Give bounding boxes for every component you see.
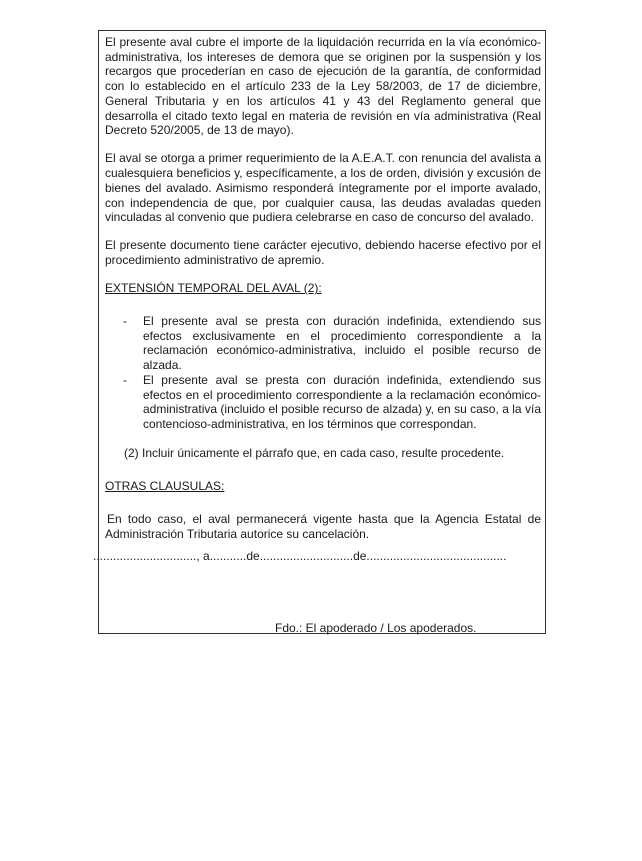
temporal-options-list bbox=[105, 314, 541, 432]
heading-temporal-extension: EXTENSIÓN TEMPORAL DEL AVAL (2): bbox=[105, 281, 322, 296]
list-item-text: El presente aval se presta con duración indefinida, extendiendo sus efectos en el procedimiento correspondiente a la reclamación económico-administrativa (incluido el posible recurso de alzada) y, en su caso, a la vía contencioso-administrativa, en los términos que correspondan. bbox=[143, 372, 541, 431]
place-date-line: ..............................., a...........de............................de.......................................... bbox=[93, 549, 507, 563]
bullet-dash: - bbox=[123, 314, 127, 329]
paragraph-validity: En todo caso, el aval permanecerá vigente hasta que la Agencia Estatal de Administración Tributaria autorice su cancelación. bbox=[105, 512, 541, 541]
list-item-text: El presente aval se presta con duración indefinida, extendiendo sus efectos exclusivamente en el procedimiento correspondiente a la reclamación económico-administrativa, incluido el posible recurso de alzada. bbox=[143, 314, 541, 373]
paragraph-first-demand: El aval se otorga a primer requerimiento de la A.E.A.T. con renuncia del avalista a cualesquiera beneficios y, específicamente, a los de orden, división y excusión de bienes del avalado. Asimismo responderá íntegramente por el importe avalado, con independencia de que, por cualquier causa, las deudas avaladas queden vinculadas al convenio que pudiera celebrarse en caso de concurso del avalado. bbox=[105, 151, 541, 225]
bullet-dash: - bbox=[123, 372, 127, 387]
footnote-2: (2) Incluir únicamente el párrafo que, en cada caso, resulte procedente. bbox=[124, 445, 505, 460]
heading-other-clauses: OTRAS CLAUSULAS: bbox=[105, 479, 225, 494]
document-frame bbox=[93, 30, 546, 635]
signature-line: Fdo.: El apoderado / Los apoderados. bbox=[275, 621, 477, 635]
paragraph-coverage: El presente aval cubre el importe de la liquidación recurrida en la vía económico-administrativa, los intereses de demora que se originen por la suspensión y los recargos que procederían en caso de ejecución de la garantía, de conformidad con lo establecido en el artículo 233 de la Ley 58/2003, de 17 de diciembre, General Tributaria y en los artículos 41 y 43 del Reglamento general que desarrolla el citado texto legal en materia de revisión en vía administrativa (Real Decreto 520/2005, de 13 de mayo). bbox=[105, 35, 541, 138]
paragraph-executive: El presente documento tiene carácter ejecutivo, debiendo hacerse efectivo por el procedimiento administrativo de apremio. bbox=[105, 238, 541, 268]
list-item bbox=[123, 372, 541, 432]
document-body bbox=[105, 35, 541, 555]
list-item bbox=[123, 314, 541, 373]
